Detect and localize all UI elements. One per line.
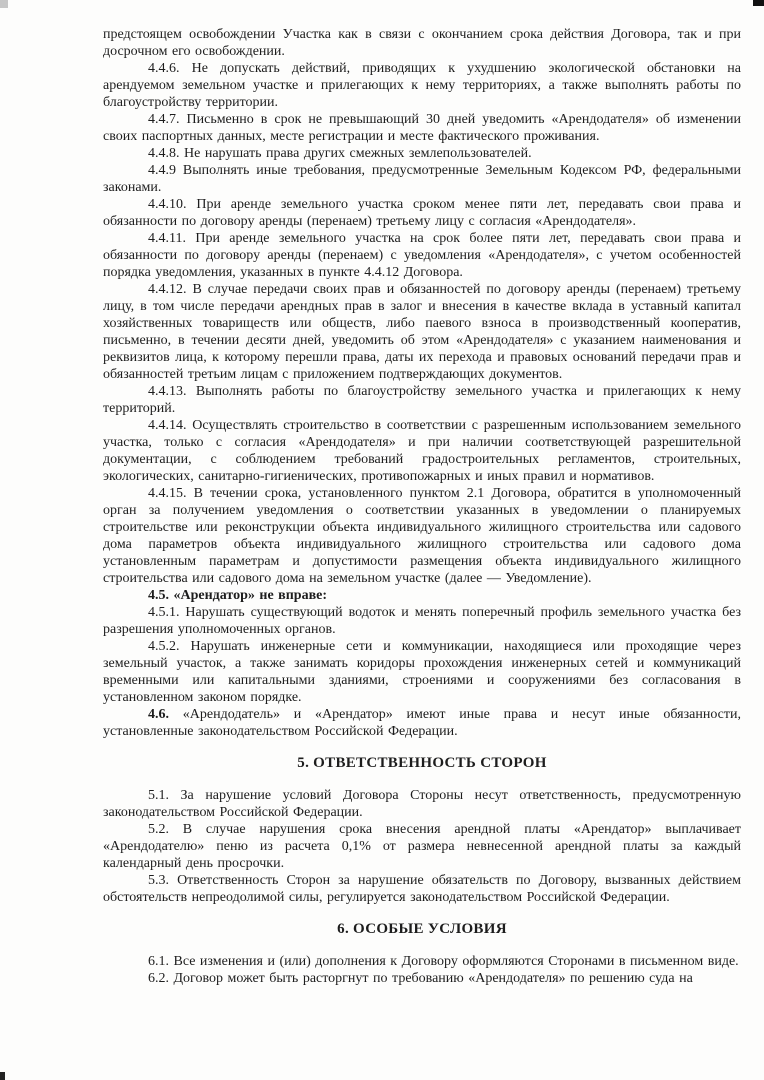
clause-text: Нарушать существующий водоток и менять поперечный профиль земельного участка без разрешения уполномоченных органов. xyxy=(103,605,742,637)
clause-number: 4.4.7. xyxy=(148,112,180,127)
clause-4-5 xyxy=(103,587,741,604)
clause-6-2 xyxy=(103,970,741,987)
clause-4-4-12 xyxy=(103,281,741,383)
clause-4-4-10 xyxy=(103,196,741,230)
section-5-heading: 5. ОТВЕТСТВЕННОСТЬ СТОРОН xyxy=(297,755,547,771)
section-6-heading: 6. ОСОБЫЕ УСЛОВИЯ xyxy=(337,921,507,937)
clause-number: 4.5. xyxy=(148,588,169,603)
clause-5-3 xyxy=(103,872,741,906)
clause-text: При аренде земельного участка сроком менее пяти лет, передавать свои права и обязанности по договору аренды (перенаем) третьему лицу с согласия «Арендодателя». xyxy=(103,197,742,229)
clause-number: 5.3. xyxy=(148,873,169,888)
clause-4-5-1 xyxy=(103,604,741,638)
clause-text: «Арендодатель» и «Арендатор» имеют иные права и несут иные обязанности, установленные законодательством Российской Федерации. xyxy=(103,707,741,739)
clause-text: Осуществлять строительство в соответствии с разрешенным использованием земельного участка, только с согласия «Арендодателя» и при наличии соответствующей разрешительной документации, с соблюдением требований градостроительных регламентов, строительных, экологических, санитарно-гигиенических, противопожарных и иных правил и нормативов. xyxy=(103,418,742,484)
clause-5-2 xyxy=(103,821,741,872)
clause-text: «Арендатор» не вправе: xyxy=(173,588,328,603)
paragraph-continuation xyxy=(103,26,741,60)
clause-number: 4.4.13. xyxy=(148,384,187,399)
clause-text: Не нарушать права других смежных землепользователей. xyxy=(184,146,532,161)
clause-text: За нарушение условий Договора Стороны несут ответственность, предусмотренную законодательством Российской Федерации. xyxy=(103,788,741,820)
clause-number: 4.4.15. xyxy=(148,486,187,501)
scan-artifact-top-left xyxy=(0,0,8,8)
clause-number: 5.1. xyxy=(148,788,169,803)
clause-text: В течении срока, установленного пунктом 2.1 Договора, обратится в уполномоченный орган за получением уведомления о соответствии указанных в уведомлении о планируемых строительстве или реконструкции объекта индивидуального жилищного строительства или садового дома параметров объекта индивидуального жилищного строительства или садового дома установленным параметрам и допустимости размещения объекта индивидуального жилищного строительства или садового дома на земельном участке (далее — Уведомление). xyxy=(103,486,741,586)
clause-4-4-8 xyxy=(103,145,741,162)
clause-number: 4.5.1. xyxy=(148,605,180,620)
clause-4-4-9 xyxy=(103,162,741,196)
clause-number: 4.4.10. xyxy=(148,197,187,212)
clause-4-4-14 xyxy=(103,417,741,485)
clause-number: 4.4.9 xyxy=(148,163,176,178)
clause-number: 5.2. xyxy=(148,822,169,837)
paragraph-text: предстоящем освобождении Участка как в связи с окончанием срока действия Договора, так и при досрочном его освобождении. xyxy=(103,27,741,59)
clause-number: 4.4.12. xyxy=(148,282,187,297)
clause-4-5-2 xyxy=(103,638,741,706)
clause-text: Выполнять иные требования, предусмотренные Земельным Кодексом РФ, федеральными законами. xyxy=(103,163,741,195)
clause-text: Ответственность Сторон за нарушение обязательств по Договору, вызванных действием обстоятельств непреодолимой силы, регулируется законодательством Российской Федерации. xyxy=(103,873,741,905)
clause-4-6 xyxy=(103,706,741,740)
clause-text: Не допускать действий, приводящих к ухудшению экологической обстановки на арендуемом земельном участке и прилегающих к нему территориях, а также выполнять работы по благоустройству территории. xyxy=(103,61,741,110)
clause-number: 6.2. xyxy=(148,971,169,986)
clause-number: 4.4.6. xyxy=(148,61,180,76)
clause-number: 4.6. xyxy=(148,707,169,722)
clause-number: 4.5.2. xyxy=(148,639,180,654)
clause-text: Все изменения и (или) дополнения к Договору оформляются Сторонами в письменном виде. xyxy=(173,954,739,969)
clause-number: 6.1. xyxy=(148,954,169,969)
clause-number: 4.4.14. xyxy=(148,418,187,433)
document-page xyxy=(103,26,741,987)
clause-4-4-7 xyxy=(103,111,741,145)
clause-6-1 xyxy=(103,953,741,970)
clause-4-4-6 xyxy=(103,60,741,111)
clause-4-4-13 xyxy=(103,383,741,417)
clause-number: 4.4.11. xyxy=(148,231,186,246)
clause-text: Договор может быть расторгнут по требованию «Арендодателя» по решению суда на xyxy=(173,971,693,986)
clause-text: При аренде земельного участка на срок более пяти лет, передавать свои права и обязанности по договору аренды (перенаем) с уведомления «Арендодателя», с учетом особенностей порядка уведомления, указанных в пункте 4.4.12 Договора. xyxy=(103,231,741,280)
clause-number: 4.4.8. xyxy=(148,146,180,161)
clause-text: В случае передачи своих прав и обязанностей по договору аренды (перенаем) третьему лицу, в том числе передачи арендных прав в залог и внесения в качестве вклада в уставный капитал хозяйственных товариществ или обществ, либо паевого взноса в производственный кооператив, письменно, в течении десяти дней, уведомить об этом «Арендодателя» с указанием наименования и реквизитов лица, к которому перешли права, даты их перехода и правовых оснований передачи прав и обязанностей третьим лицам с приложением подтверждающих документов. xyxy=(103,282,741,382)
scan-artifact-bottom-left xyxy=(0,1072,5,1080)
clause-5-1 xyxy=(103,787,741,821)
clause-text: В случае нарушения срока внесения арендной платы «Арендатор» выплачивает «Арендодателю» пеню из расчета 0,1% от размера невнесенной арендной платы за каждый календарный день просрочки. xyxy=(103,822,741,871)
clause-text: Нарушать инженерные сети и коммуникации, находящиеся или проходящие через земельный участок, а также занимать коридоры прохождения инженерных сетей и коммуникаций временными или капитальными зданиями, строениями и сооружениями без согласования в установленном законом порядке. xyxy=(103,639,741,705)
clause-text: Письменно в срок не превышающий 30 дней уведомить «Арендодателя» об изменении своих паспортных данных, месте регистрации и месте фактического проживания. xyxy=(103,112,742,144)
clause-text: Выполнять работы по благоустройству земельного участка и прилегающих к нему территорий. xyxy=(103,384,741,416)
scan-artifact-top-right xyxy=(753,0,764,6)
clause-4-4-15 xyxy=(103,485,741,587)
clause-4-4-11 xyxy=(103,230,741,281)
